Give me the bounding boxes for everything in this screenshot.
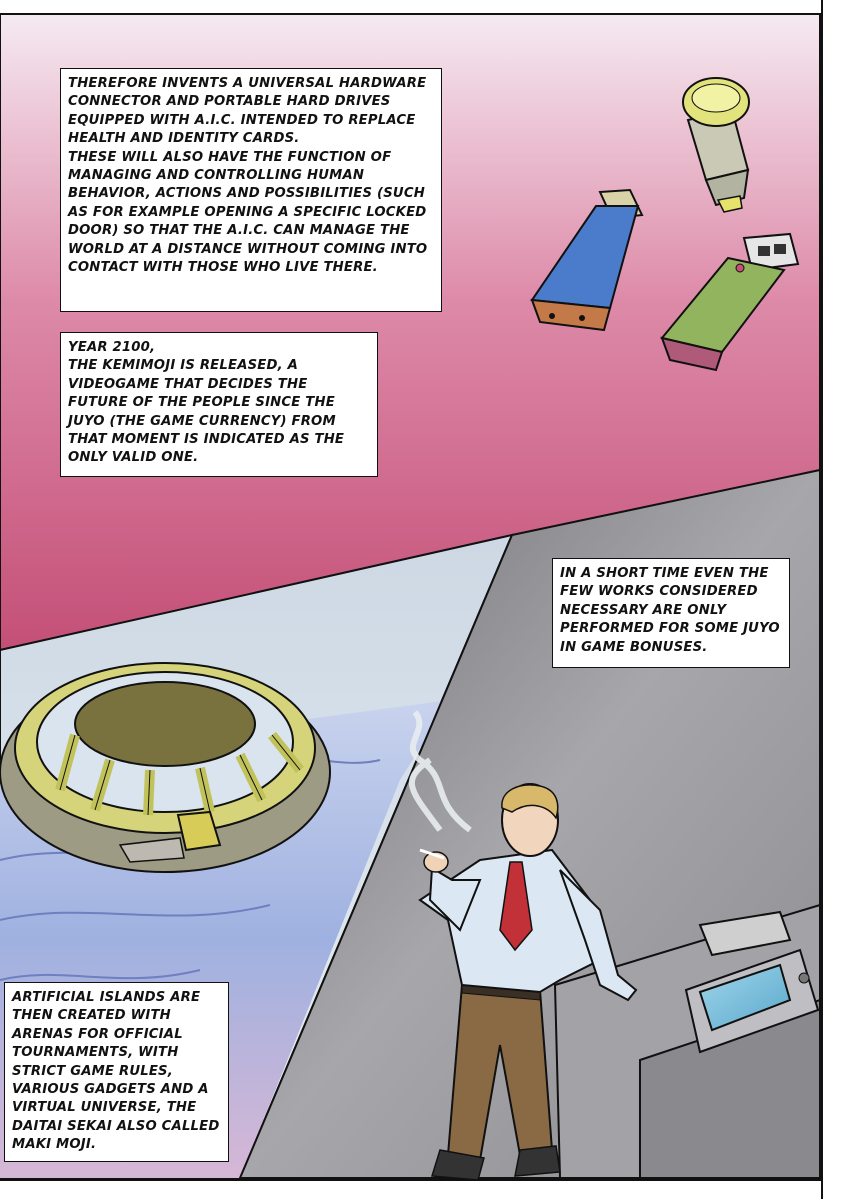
artificial-island-arena [0, 663, 330, 872]
caption-aic-devices [60, 68, 442, 312]
caption-aic-devices-line1: THEREFORE INVENTS A UNIVERSAL HARDWARE CONNECTOR AND PORTABLE HARD DRIVES EQUIPPED WITH A.I.C. INTENDED TO REPLACE HEALTH AND IDENTITY CARDS. [68, 76, 427, 147]
caption-islands-text: ARTIFICIAL ISLANDS ARE THEN CREATED WITH ARENAS FOR OFFICIAL TOURNAMENTS, WITH STRICT GAME RULES, VARIOUS GADGETS AND A VIRTUAL UNIVERSE, THE DAITAI SEKAI ALSO CALLED MAKI MOJI. [12, 990, 220, 1153]
caption-aic-devices-line2: THESE WILL ALSO HAVE THE FUNCTION OF MANAGING AND CONTROLLING HUMAN BEHAVIOR, ACTIONS AND POSSIBILITIES (SUCH AS FOR EXAMPLE OPENING A SPECIFIC LOCKED DOOR) SO THAT THE A.I.C. CAN MANAGE THE WORLD AT A DISTANCE WITHOUT COMING INTO CONTACT WITH THOSE WHO LIVE THERE. [68, 149, 428, 276]
caption-kemimoji-line2: THE KEMIMOJI IS RELEASED, A VIDEOGAME THAT DECIDES THE FUTURE OF THE PEOPLE SINCE THE JUYO (THE GAME CURRENCY) FROM THAT MOMENT IS INDICATED AS THE ONLY VALID ONE. [68, 358, 345, 466]
caption-kemimoji [60, 332, 378, 477]
caption-work-text: IN A SHORT TIME EVEN THE FEW WORKS CONSIDERED NECESSARY ARE ONLY PERFORMED FOR SOME JUYO IN GAME BONUSES. [560, 566, 780, 655]
caption-work [552, 558, 790, 668]
caption-islands [4, 982, 229, 1162]
caption-kemimoji-line1: YEAR 2100, [68, 340, 156, 355]
